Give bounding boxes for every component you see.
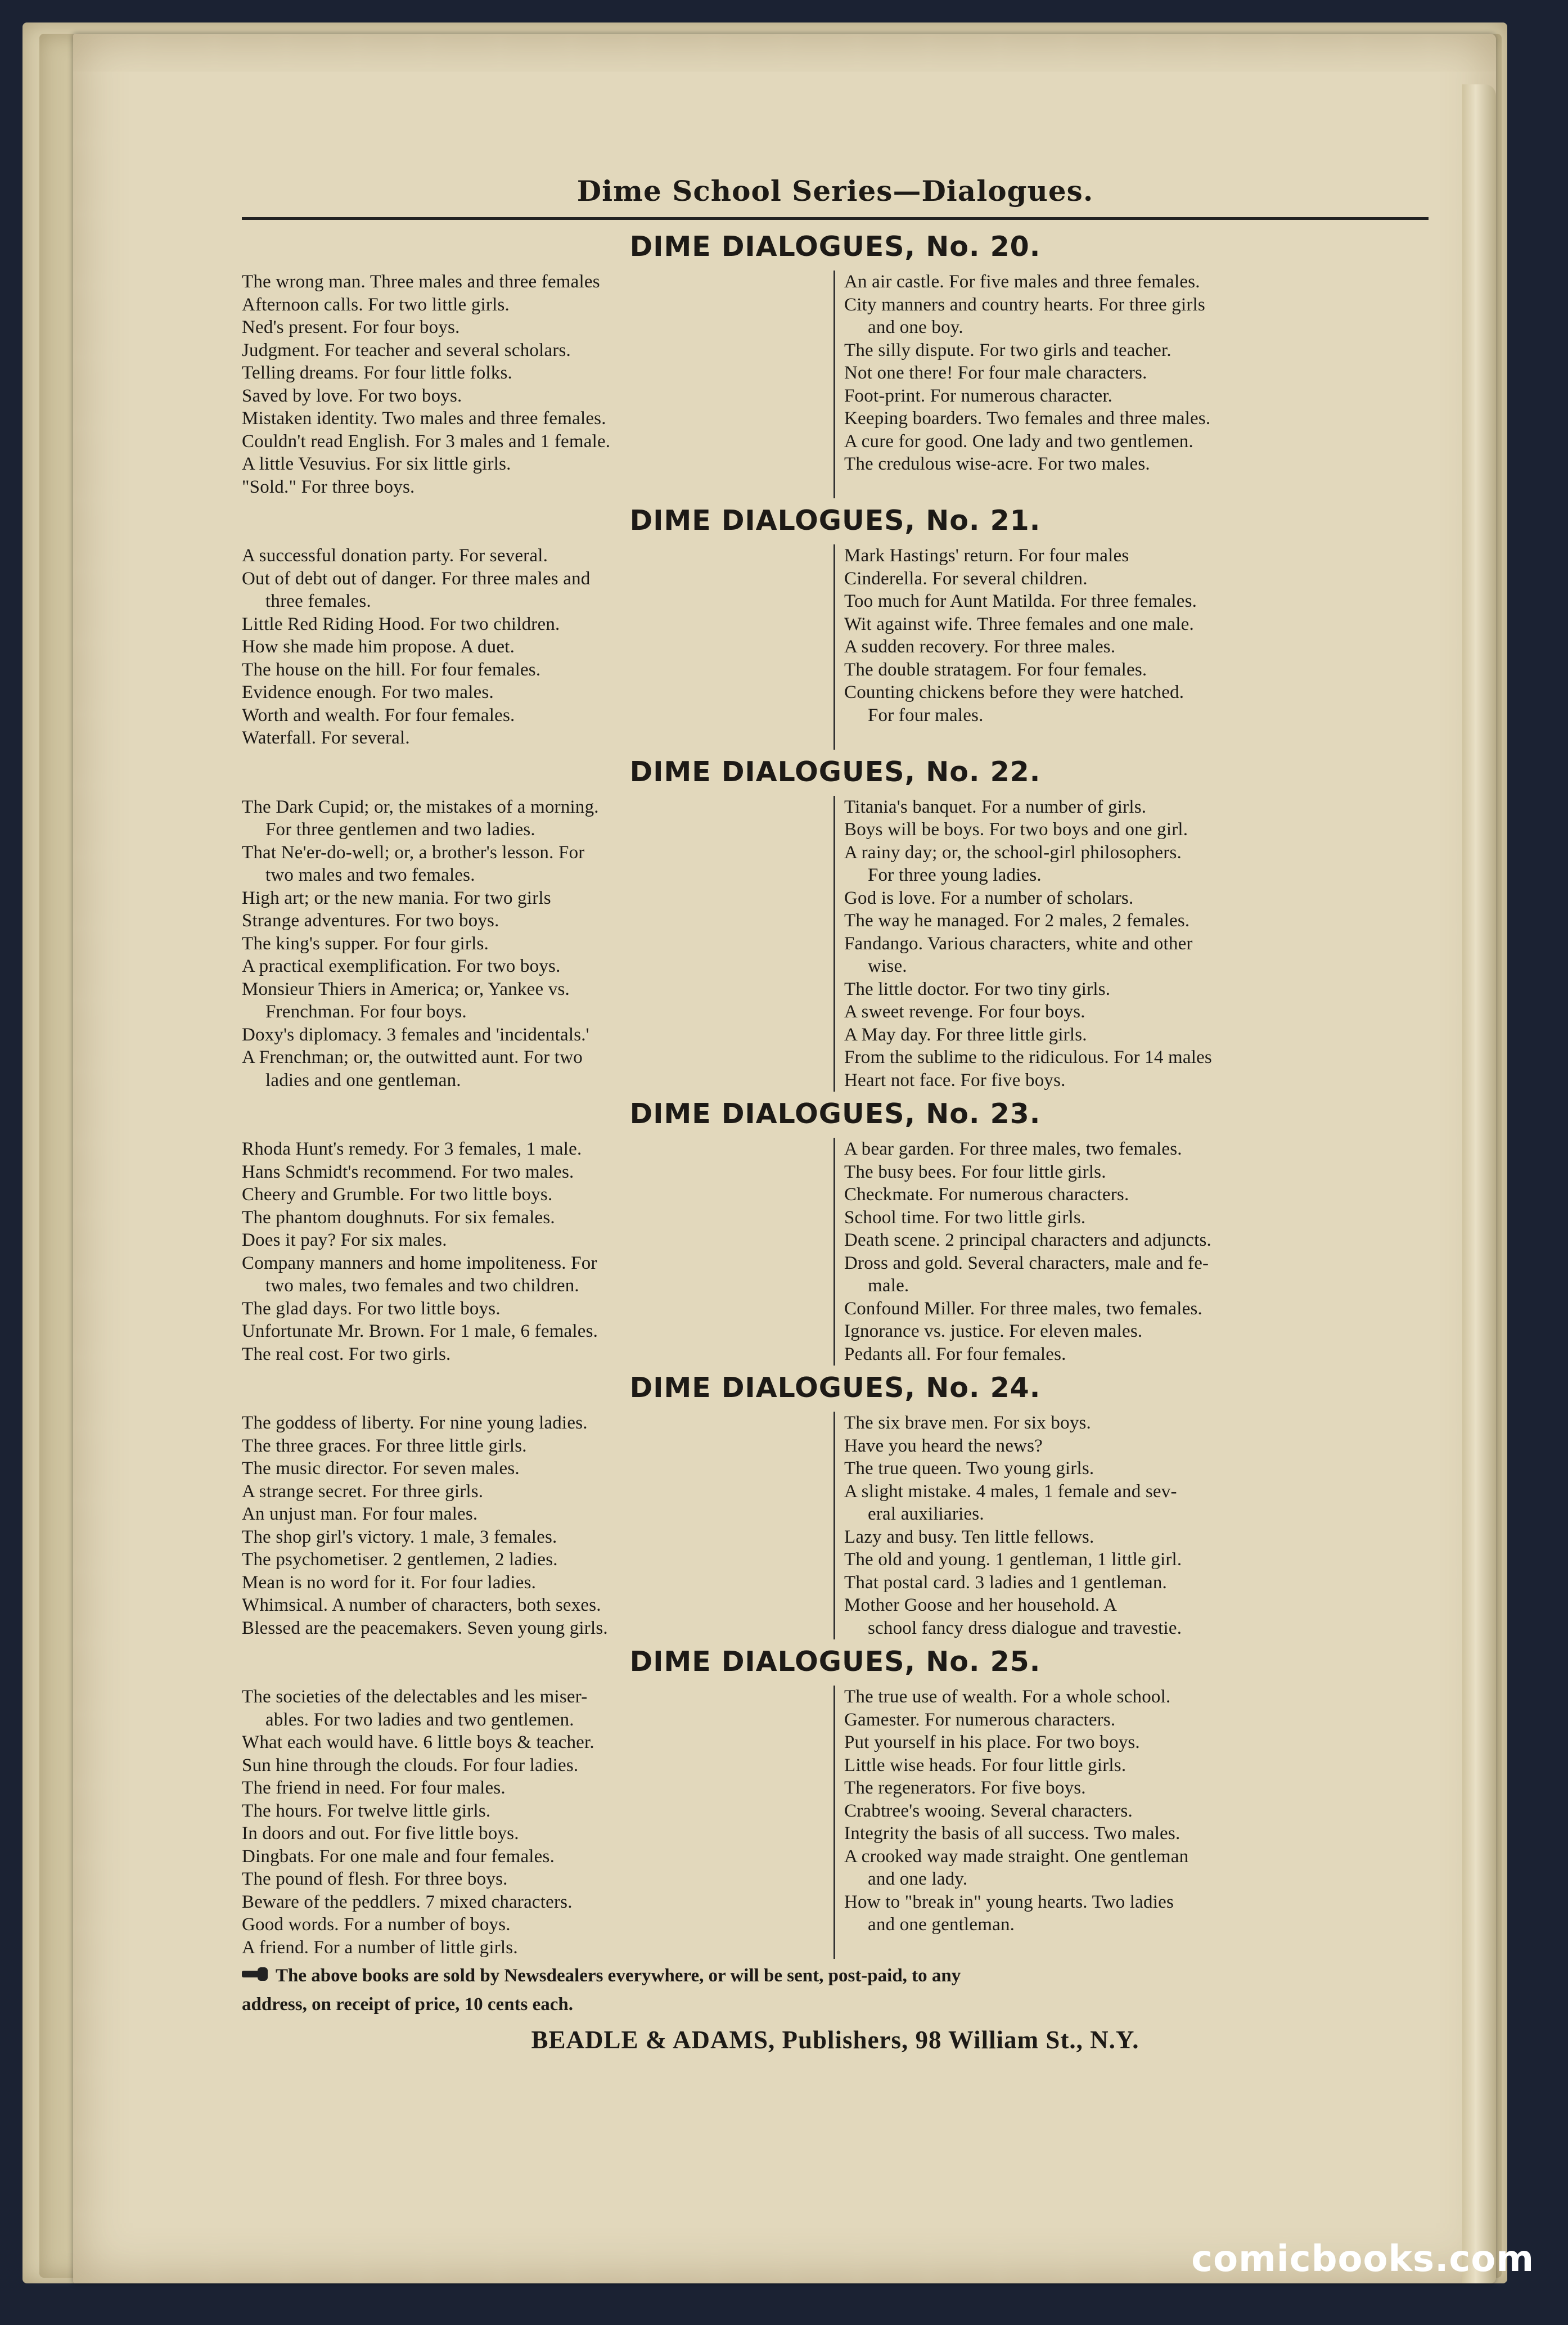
dialogue-entry: Gamester. For numerous characters. — [844, 1709, 1116, 1730]
dialogue-entry: How she made him propose. A duet. — [242, 637, 515, 657]
dialogue-entry: Beware of the peddlers. 7 mixed characters. — [242, 1891, 573, 1912]
dialogue-entry: A strange secret. For three girls. — [242, 1481, 484, 1502]
dialogue-entry: For three gentlemen and two ladies. — [265, 819, 535, 840]
dialogue-entry: The wrong man. Three males and three females — [242, 272, 600, 292]
right-column — [835, 1686, 1429, 1959]
dialogue-entry: The real cost. For two girls. — [242, 1344, 451, 1364]
section-columns — [242, 1686, 1429, 1959]
dialogue-entry: For three young ladies. — [868, 865, 1042, 885]
dialogue-entry: Dingbats. For one male and four females. — [242, 1846, 555, 1867]
dialogue-entry: High art; or the new mania. For two girls — [242, 887, 551, 908]
dialogue-entry: That postal card. 3 ladies and 1 gentleman. — [844, 1572, 1167, 1593]
dialogue-entry: In doors and out. For five little boys. — [242, 1823, 519, 1844]
left-column — [242, 1138, 835, 1366]
dialogue-section — [242, 754, 1429, 1092]
dialogue-entry: A sudden recovery. For three males. — [844, 637, 1116, 657]
section-columns — [242, 271, 1429, 498]
dialogue-entry: God is love. For a number of scholars. — [844, 887, 1134, 908]
left-column — [242, 1686, 835, 1959]
dialogue-entry: wise. — [868, 956, 907, 976]
dialogue-entry: The true use of wealth. For a whole school. — [844, 1687, 1171, 1707]
dialogue-entry: Too much for Aunt Matilda. For three females. — [844, 591, 1197, 611]
dialogue-entry: How to "break in" young hearts. Two ladies — [844, 1891, 1174, 1912]
dialogue-entry: The societies of the delectables and les miser- — [242, 1687, 588, 1707]
dialogue-entry: Wit against wife. Three females and one male. — [844, 614, 1194, 634]
dialogue-section — [242, 1644, 1429, 1959]
dialogue-entry: A practical exemplification. For two boys. — [242, 956, 561, 976]
dialogue-entry: and one gentleman. — [868, 1914, 1015, 1935]
dialogue-entry: A bear garden. For three males, two females. — [844, 1139, 1182, 1159]
dialogue-entry: An unjust man. For four males. — [242, 1504, 478, 1524]
dialogue-entry: Judgment. For teacher and several scholars. — [242, 340, 571, 361]
dialogue-entry: Mean is no word for it. For four ladies. — [242, 1572, 537, 1593]
dialogue-entry: A Frenchman; or, the outwitted aunt. For two — [242, 1047, 583, 1067]
dialogue-entry: two males, two females and two children. — [265, 1276, 579, 1296]
series-title: Dime School Series—Dialogues. — [576, 174, 1094, 208]
footer-note — [242, 1964, 1429, 1988]
dialogue-entry: The way he managed. For 2 males, 2 females. — [844, 911, 1190, 931]
dialogue-entry: Pedants all. For four females. — [844, 1344, 1066, 1364]
dialogue-entry: Put yourself in his place. For two boys. — [844, 1732, 1140, 1752]
dialogue-entry: school fancy dress dialogue and travestie. — [868, 1617, 1182, 1638]
dialogue-entry: Rhoda Hunt's remedy. For 3 females, 1 male. — [242, 1139, 582, 1159]
dialogue-entry: Mother Goose and her household. A — [844, 1595, 1118, 1615]
dialogue-entry: Couldn't read English. For 3 males and 1 female. — [242, 431, 611, 452]
dialogue-entry: A slight mistake. 4 males, 1 female and sev- — [844, 1481, 1177, 1502]
dialogue-entry: Mark Hastings' return. For four males — [844, 546, 1129, 566]
dialogue-entry: three females. — [265, 591, 371, 611]
dialogue-entry: Heart not face. For five boys. — [844, 1070, 1066, 1091]
dialogue-entry: Unfortunate Mr. Brown. For 1 male, 6 females. — [242, 1321, 598, 1341]
dialogue-entry: Ignorance vs. justice. For eleven males. — [844, 1321, 1143, 1341]
dialogue-entry: The music director. For seven males. — [242, 1458, 520, 1479]
dialogue-entry: The little doctor. For two tiny girls. — [844, 979, 1111, 999]
dialogue-entry: Checkmate. For numerous characters. — [844, 1184, 1129, 1205]
left-column — [242, 544, 835, 750]
dialogue-entry: ladies and one gentleman. — [265, 1070, 461, 1091]
dialogue-entry: The three graces. For three little girls. — [242, 1435, 527, 1456]
dialogue-entry: What each would have. 6 little boys & teacher. — [242, 1732, 594, 1752]
dialogue-entry: The house on the hill. For four females. — [242, 659, 541, 680]
dialogue-entry: Cheery and Grumble. For two little boys. — [242, 1184, 553, 1205]
dialogue-entry: A little Vesuvius. For six little girls. — [242, 454, 511, 474]
right-column — [835, 544, 1429, 750]
section-title: DIME DIALOGUES, No. 22. — [629, 755, 1041, 788]
dialogue-entry: Foot-print. For numerous character. — [844, 385, 1113, 406]
dialogue-entry: The psychometiser. 2 gentlemen, 2 ladies. — [242, 1549, 558, 1570]
dialogue-entry: Boys will be boys. For two boys and one girl. — [844, 819, 1188, 840]
section-columns — [242, 1138, 1429, 1366]
dialogue-entry: Integrity the basis of all success. Two males. — [844, 1823, 1180, 1844]
dialogue-entry: Death scene. 2 principal characters and adjuncts. — [844, 1230, 1212, 1250]
right-column — [835, 271, 1429, 498]
dialogue-entry: The friend in need. For four males. — [242, 1778, 506, 1798]
section-columns — [242, 796, 1429, 1092]
dialogue-entry: School time. For two little girls. — [844, 1207, 1086, 1228]
dialogue-entry: Whimsical. A number of characters, both sexes. — [242, 1595, 601, 1615]
dialogue-entry: "Sold." For three boys. — [242, 476, 415, 497]
dialogue-entry: Blessed are the peacemakers. Seven young girls. — [242, 1617, 608, 1638]
dialogue-entry: Not one there! For four male characters. — [844, 363, 1147, 383]
dialogue-entry: Waterfall. For several. — [242, 728, 410, 748]
dialogue-entry: A successful donation party. For several. — [242, 546, 548, 566]
dialogue-entry: Out of debt out of danger. For three males and — [242, 568, 591, 589]
left-column — [242, 1412, 835, 1639]
dialogue-entry: The busy bees. For four little girls. — [844, 1161, 1106, 1182]
dialogue-entry: Afternoon calls. For two little girls. — [242, 294, 510, 315]
right-column — [835, 1138, 1429, 1366]
dialogue-entry: Little Red Riding Hood. For two children. — [242, 614, 560, 634]
footer-note-second: address, on receipt of price, 10 cents each. — [242, 1994, 574, 2015]
dialogue-entry: From the sublime to the ridiculous. For 14 males — [844, 1047, 1212, 1067]
dialogue-entry: The goddess of liberty. For nine young ladies. — [242, 1413, 588, 1433]
dialogue-entry: Keeping boarders. Two females and three males. — [844, 408, 1211, 429]
dialogue-entry: Mistaken identity. Two males and three females. — [242, 408, 606, 429]
dialogue-entry: Does it pay? For six males. — [242, 1230, 447, 1250]
pointing-hand-icon — [242, 1967, 270, 1981]
watermark: comicbooks.com — [1191, 2238, 1534, 2280]
dialogue-entry: Hans Schmidt's recommend. For two males. — [242, 1161, 574, 1182]
dialogue-entry: Worth and wealth. For four females. — [242, 705, 515, 726]
dialogue-entry: City manners and country hearts. For three girls — [844, 294, 1205, 315]
dialogue-entry: Titania's banquet. For a number of girls. — [844, 796, 1147, 817]
left-column — [242, 271, 835, 498]
dialogue-entry: Cinderella. For several children. — [844, 568, 1088, 589]
dialogue-entry: Lazy and busy. Ten little fellows. — [844, 1526, 1094, 1547]
dialogue-entry: A friend. For a number of little girls. — [242, 1937, 518, 1958]
dialogue-entry: two males and two females. — [265, 865, 475, 885]
dialogue-entry: Ned's present. For four boys. — [242, 317, 460, 337]
page-content — [242, 174, 1429, 2177]
dialogue-entry: Evidence enough. For two males. — [242, 682, 494, 702]
dialogue-entry: male. — [868, 1276, 909, 1296]
section-title: DIME DIALOGUES, No. 25. — [629, 1646, 1041, 1678]
dialogue-entry: Counting chickens before they were hatched. — [844, 682, 1184, 702]
dialogue-entry: Have you heard the news? — [844, 1435, 1043, 1456]
dialogue-entry: The credulous wise-acre. For two males. — [844, 454, 1150, 474]
dialogue-entry: A May day. For three little girls. — [844, 1024, 1087, 1045]
right-column — [835, 796, 1429, 1092]
dialogue-entry: ables. For two ladies and two gentlemen. — [265, 1709, 574, 1730]
left-column — [242, 796, 835, 1092]
dialogue-entry: Company manners and home impoliteness. For — [242, 1252, 597, 1273]
header-rule — [242, 217, 1429, 220]
dialogue-entry: The six brave men. For six boys. — [844, 1413, 1092, 1433]
dialogue-entry: and one lady. — [868, 1869, 968, 1889]
dialogue-entry: A crooked way made straight. One gentleman — [844, 1846, 1189, 1867]
dialogue-entry: Little wise heads. For four little girls. — [844, 1755, 1127, 1776]
dialogue-entry: A sweet revenge. For four boys. — [844, 1002, 1085, 1022]
dialogue-entry: The glad days. For two little boys. — [242, 1298, 501, 1319]
dialogue-entry: Sun hine through the clouds. For four ladies. — [242, 1755, 579, 1776]
dialogue-entry: The shop girl's victory. 1 male, 3 females. — [242, 1526, 557, 1547]
dialogue-entry: Frenchman. For four boys. — [265, 1002, 467, 1022]
dialogue-entry: The hours. For twelve little girls. — [242, 1800, 491, 1821]
dialogue-entry: Good words. For a number of boys. — [242, 1914, 511, 1935]
section-title: DIME DIALOGUES, No. 24. — [629, 1372, 1041, 1404]
dialogue-section — [242, 1096, 1429, 1366]
dialogue-entry: The pound of flesh. For three boys. — [242, 1869, 508, 1889]
dialogue-entry: A rainy day; or, the school-girl philosophers. — [844, 842, 1182, 863]
publisher-line: BEADLE & ADAMS, Publishers, 98 William St., N.Y. — [531, 2026, 1139, 2054]
dialogue-entry: The phantom doughnuts. For six females. — [242, 1207, 555, 1228]
dialogue-entry: Doxy's diplomacy. 3 females and 'incidentals.' — [242, 1024, 589, 1045]
dialogue-entry: Crabtree's wooing. Several characters. — [844, 1800, 1133, 1821]
section-columns — [242, 544, 1429, 750]
footer-note-line1: The above books are sold by Newsdealers everywhere, or will be sent, post-paid, to any — [276, 1966, 961, 1986]
dialogue-entry: Dross and gold. Several characters, male and fe- — [844, 1252, 1209, 1273]
section-title: DIME DIALOGUES, No. 20. — [629, 231, 1041, 263]
dialogue-entry: Confound Miller. For three males, two females. — [844, 1298, 1202, 1319]
book-spine — [1462, 84, 1496, 2283]
dialogue-entry: That Ne'er-do-well; or, a brother's lesson. For — [242, 842, 585, 863]
section-title: DIME DIALOGUES, No. 23. — [629, 1098, 1041, 1130]
right-column — [835, 1412, 1429, 1639]
dialogue-entry: Saved by love. For two boys. — [242, 385, 462, 406]
dialogue-entry: The regenerators. For five boys. — [844, 1778, 1086, 1798]
dialogue-entry: Strange adventures. For two boys. — [242, 911, 499, 931]
catalog-page — [73, 34, 1496, 2283]
dialogue-entry: The true queen. Two young girls. — [844, 1458, 1094, 1479]
dialogue-entry: The king's supper. For four girls. — [242, 933, 489, 954]
dialogue-section — [242, 229, 1429, 498]
dialogue-entry: and one boy. — [868, 317, 963, 337]
dialogue-entry: Fandango. Various characters, white and other — [844, 933, 1193, 954]
section-columns — [242, 1412, 1429, 1639]
section-title: DIME DIALOGUES, No. 21. — [629, 504, 1041, 537]
dialogue-entry: The double stratagem. For four females. — [844, 659, 1147, 680]
dialogue-entry: The old and young. 1 gentleman, 1 little girl. — [844, 1549, 1182, 1570]
dialogue-entry: Monsieur Thiers in America; or, Yankee vs. — [242, 979, 570, 999]
dialogue-sections — [242, 229, 1429, 1959]
dialogue-section — [242, 1370, 1429, 1639]
dialogue-entry: The silly dispute. For two girls and teacher. — [844, 340, 1172, 361]
dialogue-entry: Telling dreams. For four little folks. — [242, 363, 512, 383]
dialogue-entry: eral auxiliaries. — [868, 1504, 984, 1524]
dialogue-entry: The Dark Cupid; or, the mistakes of a morning. — [242, 796, 599, 817]
dialogue-entry: For four males. — [868, 705, 984, 726]
dialogue-entry: An air castle. For five males and three females. — [844, 272, 1200, 292]
dialogue-section — [242, 503, 1429, 750]
dialogue-entry: A cure for good. One lady and two gentlemen. — [844, 431, 1193, 452]
